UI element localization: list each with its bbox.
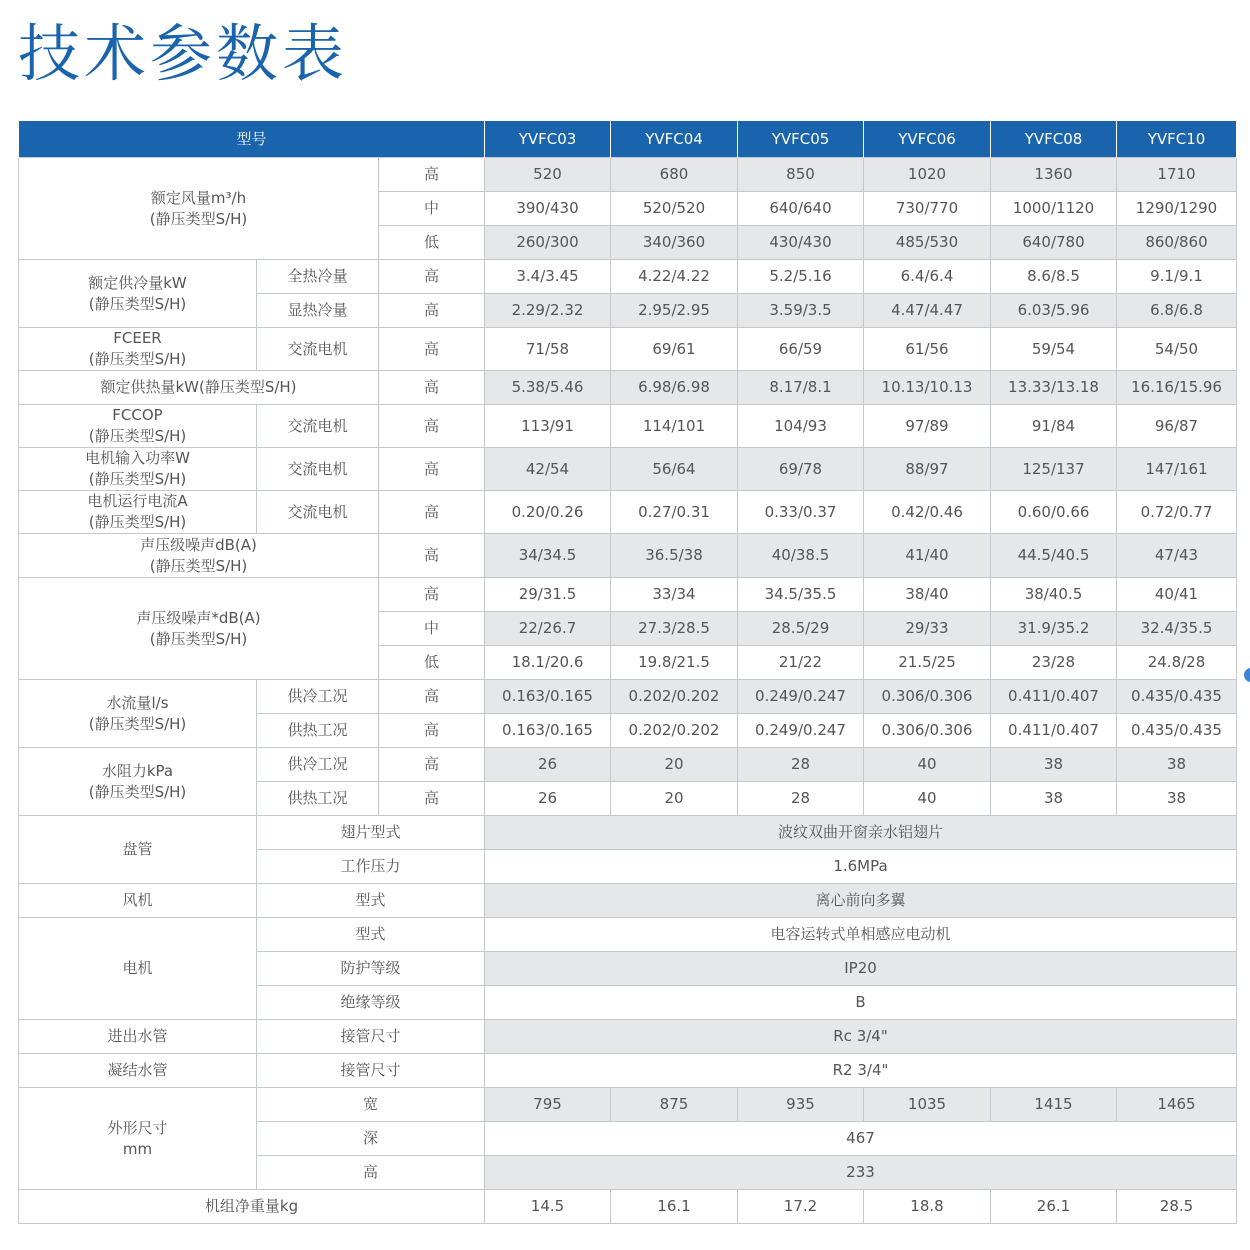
level-cell: 高 xyxy=(379,714,485,748)
airflow-label xyxy=(19,158,379,260)
value-cell: 29/31.5 xyxy=(485,578,611,612)
value-cell: 390/430 xyxy=(485,192,611,226)
value-cell: 5.2/5.16 xyxy=(738,260,864,294)
value-cell: 5.38/5.46 xyxy=(485,371,611,405)
value-cell: 28.5/29 xyxy=(738,612,864,646)
value-cell: 47/43 xyxy=(1117,534,1237,578)
level-cell: 高 xyxy=(379,748,485,782)
sub-label: 绝缘等级 xyxy=(257,986,485,1020)
table-row xyxy=(19,328,1237,371)
resistance-label-line1: 水阻力kPa xyxy=(101,761,174,780)
value-cell: 54/50 xyxy=(1117,328,1237,371)
value-cell: 19.8/21.5 xyxy=(611,646,738,680)
value-cell: 680 xyxy=(611,158,738,192)
value-cell: 26 xyxy=(485,782,611,816)
value-cell: 1035 xyxy=(864,1088,991,1122)
value-cell: 40 xyxy=(864,782,991,816)
value-cell: 0.411/0.407 xyxy=(991,680,1117,714)
sub-label: 深 xyxy=(257,1122,485,1156)
value-cell: 36.5/38 xyxy=(611,534,738,578)
value-cell: 8.17/8.1 xyxy=(738,371,864,405)
value-cell: 20 xyxy=(611,748,738,782)
value-cell: 14.5 xyxy=(485,1190,611,1224)
sub-label: 高 xyxy=(257,1156,485,1190)
value-cell: 13.33/13.18 xyxy=(991,371,1117,405)
value-cell: 41/40 xyxy=(864,534,991,578)
resistance-label-line2: (静压类型S/H) xyxy=(88,782,187,801)
value-cell: 20 xyxy=(611,782,738,816)
level-cell: 高 xyxy=(379,534,485,578)
sub-label: 接管尺寸 xyxy=(257,1054,485,1088)
value-cell: 电容运转式单相感应电动机 xyxy=(485,918,1237,952)
power-label-line2: (静压类型S/H) xyxy=(88,470,187,488)
level-cell: 高 xyxy=(379,448,485,491)
table-row xyxy=(19,680,1237,714)
value-cell: 0.72/0.77 xyxy=(1117,491,1237,534)
cooling-label-line2: (静压类型S/H) xyxy=(88,294,187,313)
value-cell: 波纹双曲开窗亲水铝翅片 xyxy=(485,816,1237,850)
value-cell: 1415 xyxy=(991,1088,1117,1122)
value-cell: 113/91 xyxy=(485,405,611,448)
value-cell: 850 xyxy=(738,158,864,192)
value-cell: 32.4/35.5 xyxy=(1117,612,1237,646)
level-cell: 中 xyxy=(379,612,485,646)
level-cell: 高 xyxy=(379,491,485,534)
model-header: YVFC04 xyxy=(611,121,738,158)
value-cell: 1360 xyxy=(991,158,1117,192)
level-cell: 高 xyxy=(379,294,485,328)
value-cell: 0.202/0.202 xyxy=(611,714,738,748)
fccop-label xyxy=(19,405,257,448)
level-cell: 高 xyxy=(379,260,485,294)
value-cell: 97/89 xyxy=(864,405,991,448)
value-cell: 6.8/6.8 xyxy=(1117,294,1237,328)
value-cell: 88/97 xyxy=(864,448,991,491)
value-cell: 4.47/4.47 xyxy=(864,294,991,328)
value-cell: 69/61 xyxy=(611,328,738,371)
airflow-label-line1: 额定风量m³/h xyxy=(150,188,247,207)
value-cell: 34/34.5 xyxy=(485,534,611,578)
value-cell: 104/93 xyxy=(738,405,864,448)
value-cell: 61/56 xyxy=(864,328,991,371)
value-cell: 18.1/20.6 xyxy=(485,646,611,680)
sub-label: 交流电机 xyxy=(257,448,379,491)
sub-label: 翅片型式 xyxy=(257,816,485,850)
value-cell: 38 xyxy=(991,782,1117,816)
value-cell: 33/34 xyxy=(611,578,738,612)
model-header: YVFC10 xyxy=(1117,121,1237,158)
value-cell: 125/137 xyxy=(991,448,1117,491)
noise1-label-line1: 声压级噪声dB(A) xyxy=(140,535,257,554)
table-row xyxy=(19,884,1237,918)
value-cell: 0.33/0.37 xyxy=(738,491,864,534)
value-cell: 875 xyxy=(611,1088,738,1122)
level-cell: 高 xyxy=(379,578,485,612)
value-cell: 430/430 xyxy=(738,226,864,260)
sub-label: 接管尺寸 xyxy=(257,1020,485,1054)
table-row xyxy=(19,260,1237,294)
sub-label: 显热冷量 xyxy=(257,294,379,328)
level-cell: 低 xyxy=(379,226,485,260)
value-cell: 31.9/35.2 xyxy=(991,612,1117,646)
model-header: YVFC08 xyxy=(991,121,1117,158)
value-cell: Rc 3/4" xyxy=(485,1020,1237,1054)
sub-label: 交流电机 xyxy=(257,328,379,371)
noise2-label-line2: (静压类型S/H) xyxy=(149,629,248,648)
value-cell: B xyxy=(485,986,1237,1020)
value-cell: 0.202/0.202 xyxy=(611,680,738,714)
fceer-label-line2: (静压类型S/H) xyxy=(88,350,187,368)
noise1-label-line2: (静压类型S/H) xyxy=(149,556,248,575)
cooling-label xyxy=(19,260,257,328)
value-cell: 1.6MPa xyxy=(485,850,1237,884)
value-cell: 24.8/28 xyxy=(1117,646,1237,680)
value-cell: 3.59/3.5 xyxy=(738,294,864,328)
level-cell: 低 xyxy=(379,646,485,680)
value-cell: 6.4/6.4 xyxy=(864,260,991,294)
value-cell: 0.249/0.247 xyxy=(738,714,864,748)
value-cell: 260/300 xyxy=(485,226,611,260)
value-cell: 28 xyxy=(738,748,864,782)
value-cell: 0.20/0.26 xyxy=(485,491,611,534)
current-label-line2: (静压类型S/H) xyxy=(88,513,187,531)
table-row xyxy=(19,1054,1237,1088)
level-cell: 高 xyxy=(379,680,485,714)
value-cell: 17.2 xyxy=(738,1190,864,1224)
table-row xyxy=(19,578,1237,612)
dims-label-line2: mm xyxy=(122,1139,153,1158)
drain-label: 凝结水管 xyxy=(19,1054,257,1088)
level-cell: 中 xyxy=(379,192,485,226)
fceer-label-line1: FCEER xyxy=(113,329,162,347)
value-cell: 6.98/6.98 xyxy=(611,371,738,405)
value-cell: 1465 xyxy=(1117,1088,1237,1122)
power-label-line1: 电机输入功率W xyxy=(85,449,190,467)
sub-label: 防护等级 xyxy=(257,952,485,986)
value-cell: 8.6/8.5 xyxy=(991,260,1117,294)
value-cell: 44.5/40.5 xyxy=(991,534,1117,578)
table-row xyxy=(19,1020,1237,1054)
value-cell: 3.4/3.45 xyxy=(485,260,611,294)
value-cell: 0.306/0.306 xyxy=(864,680,991,714)
sub-label: 全热冷量 xyxy=(257,260,379,294)
model-header: YVFC05 xyxy=(738,121,864,158)
sub-label: 供热工况 xyxy=(257,782,379,816)
power-label xyxy=(19,448,257,491)
value-cell: 1710 xyxy=(1117,158,1237,192)
value-cell: 0.249/0.247 xyxy=(738,680,864,714)
value-cell: 16.1 xyxy=(611,1190,738,1224)
sub-label: 供冷工况 xyxy=(257,680,379,714)
table-row xyxy=(19,491,1237,534)
table-row xyxy=(19,371,1237,405)
noise1-label xyxy=(19,534,379,578)
value-cell: 40/41 xyxy=(1117,578,1237,612)
sub-label: 交流电机 xyxy=(257,491,379,534)
value-cell: 38/40.5 xyxy=(991,578,1117,612)
motor-label: 电机 xyxy=(19,918,257,1020)
level-cell: 高 xyxy=(379,405,485,448)
model-header: YVFC06 xyxy=(864,121,991,158)
weight-label: 机组净重量kg xyxy=(19,1190,485,1224)
value-cell: 640/780 xyxy=(991,226,1117,260)
value-cell: 4.22/4.22 xyxy=(611,260,738,294)
table-row xyxy=(19,534,1237,578)
value-cell: R2 3/4" xyxy=(485,1054,1237,1088)
resistance-label xyxy=(19,748,257,816)
value-cell: 29/33 xyxy=(864,612,991,646)
value-cell: 38 xyxy=(1117,748,1237,782)
value-cell: 6.03/5.96 xyxy=(991,294,1117,328)
value-cell: 91/84 xyxy=(991,405,1117,448)
value-cell: 26.1 xyxy=(991,1190,1117,1224)
level-cell: 高 xyxy=(379,158,485,192)
value-cell: 18.8 xyxy=(864,1190,991,1224)
table-row xyxy=(19,1190,1237,1224)
header-row xyxy=(19,121,1237,158)
value-cell: 485/530 xyxy=(864,226,991,260)
value-cell: 28.5 xyxy=(1117,1190,1237,1224)
sub-label: 交流电机 xyxy=(257,405,379,448)
coil-label: 盘管 xyxy=(19,816,257,884)
value-cell: 59/54 xyxy=(991,328,1117,371)
airflow-label-line2: (静压类型S/H) xyxy=(149,209,248,228)
value-cell: 96/87 xyxy=(1117,405,1237,448)
value-cell: 21.5/25 xyxy=(864,646,991,680)
value-cell: 28 xyxy=(738,782,864,816)
value-cell: 9.1/9.1 xyxy=(1117,260,1237,294)
table-row xyxy=(19,1088,1237,1122)
value-cell: 离心前向多翼 xyxy=(485,884,1237,918)
heating-label: 额定供热量kW(静压类型S/H) xyxy=(19,371,379,405)
level-cell: 高 xyxy=(379,371,485,405)
value-cell: 0.435/0.435 xyxy=(1117,680,1237,714)
value-cell: 26 xyxy=(485,748,611,782)
sub-label: 供冷工况 xyxy=(257,748,379,782)
dims-label-line1: 外形尺寸 xyxy=(107,1118,168,1137)
noise2-label xyxy=(19,578,379,680)
cooling-label-line1: 额定供冷量kW xyxy=(88,273,187,292)
value-cell: 233 xyxy=(485,1156,1237,1190)
value-cell: 40/38.5 xyxy=(738,534,864,578)
value-cell: 21/22 xyxy=(738,646,864,680)
value-cell: 340/360 xyxy=(611,226,738,260)
dims-label xyxy=(19,1088,257,1190)
fccop-label-line2: (静压类型S/H) xyxy=(88,427,187,445)
value-cell: 40 xyxy=(864,748,991,782)
value-cell: 1290/1290 xyxy=(1117,192,1237,226)
value-cell: 38/40 xyxy=(864,578,991,612)
value-cell: 147/161 xyxy=(1117,448,1237,491)
table-row xyxy=(19,918,1237,952)
model-header: YVFC03 xyxy=(485,121,611,158)
value-cell: 23/28 xyxy=(991,646,1117,680)
table-row xyxy=(19,748,1237,782)
page-title: 技术参数表 xyxy=(18,17,349,90)
value-cell: 1000/1120 xyxy=(991,192,1117,226)
noise2-label-line1: 声压级噪声*dB(A) xyxy=(136,608,261,627)
level-cell: 高 xyxy=(379,782,485,816)
value-cell: 795 xyxy=(485,1088,611,1122)
value-cell: 2.29/2.32 xyxy=(485,294,611,328)
fan-label: 风机 xyxy=(19,884,257,918)
value-cell: 730/770 xyxy=(864,192,991,226)
value-cell: 520 xyxy=(485,158,611,192)
waterflow-label-line2: (静压类型S/H) xyxy=(88,714,187,733)
value-cell: 0.60/0.66 xyxy=(991,491,1117,534)
sub-label: 型式 xyxy=(257,884,485,918)
value-cell: 0.306/0.306 xyxy=(864,714,991,748)
value-cell: 56/64 xyxy=(611,448,738,491)
value-cell: 2.95/2.95 xyxy=(611,294,738,328)
table-row xyxy=(19,448,1237,491)
sub-label: 工作压力 xyxy=(257,850,485,884)
value-cell: 38 xyxy=(1117,782,1237,816)
value-cell: 1020 xyxy=(864,158,991,192)
value-cell: 69/78 xyxy=(738,448,864,491)
level-cell: 高 xyxy=(379,328,485,371)
value-cell: 0.42/0.46 xyxy=(864,491,991,534)
value-cell: 0.27/0.31 xyxy=(611,491,738,534)
value-cell: 0.435/0.435 xyxy=(1117,714,1237,748)
value-cell: 71/58 xyxy=(485,328,611,371)
value-cell: 0.163/0.165 xyxy=(485,680,611,714)
table-row xyxy=(19,816,1237,850)
inlet-label: 进出水管 xyxy=(19,1020,257,1054)
value-cell: 0.163/0.165 xyxy=(485,714,611,748)
value-cell: 0.411/0.407 xyxy=(991,714,1117,748)
value-cell: 640/640 xyxy=(738,192,864,226)
value-cell: 935 xyxy=(738,1088,864,1122)
waterflow-label-line1: 水流量l/s xyxy=(106,693,169,712)
value-cell: 22/26.7 xyxy=(485,612,611,646)
value-cell: 38 xyxy=(991,748,1117,782)
waterflow-label xyxy=(19,680,257,748)
sub-label: 宽 xyxy=(257,1088,485,1122)
value-cell: 16.16/15.96 xyxy=(1117,371,1237,405)
sub-label: 供热工况 xyxy=(257,714,379,748)
sub-label: 型式 xyxy=(257,918,485,952)
table-row xyxy=(19,158,1237,192)
current-label xyxy=(19,491,257,534)
spec-table xyxy=(18,121,1237,1224)
fccop-label-line1: FCCOP xyxy=(112,406,163,424)
model-label: 型号 xyxy=(19,121,485,158)
fceer-label xyxy=(19,328,257,371)
value-cell: 27.3/28.5 xyxy=(611,612,738,646)
value-cell: 66/59 xyxy=(738,328,864,371)
table-row xyxy=(19,405,1237,448)
value-cell: 42/54 xyxy=(485,448,611,491)
current-label-line1: 电机运行电流A xyxy=(87,492,188,510)
value-cell: IP20 xyxy=(485,952,1237,986)
value-cell: 467 xyxy=(485,1122,1237,1156)
value-cell: 520/520 xyxy=(611,192,738,226)
scroll-indicator-dot[interactable] xyxy=(1244,668,1250,682)
value-cell: 34.5/35.5 xyxy=(738,578,864,612)
value-cell: 860/860 xyxy=(1117,226,1237,260)
value-cell: 10.13/10.13 xyxy=(864,371,991,405)
value-cell: 114/101 xyxy=(611,405,738,448)
